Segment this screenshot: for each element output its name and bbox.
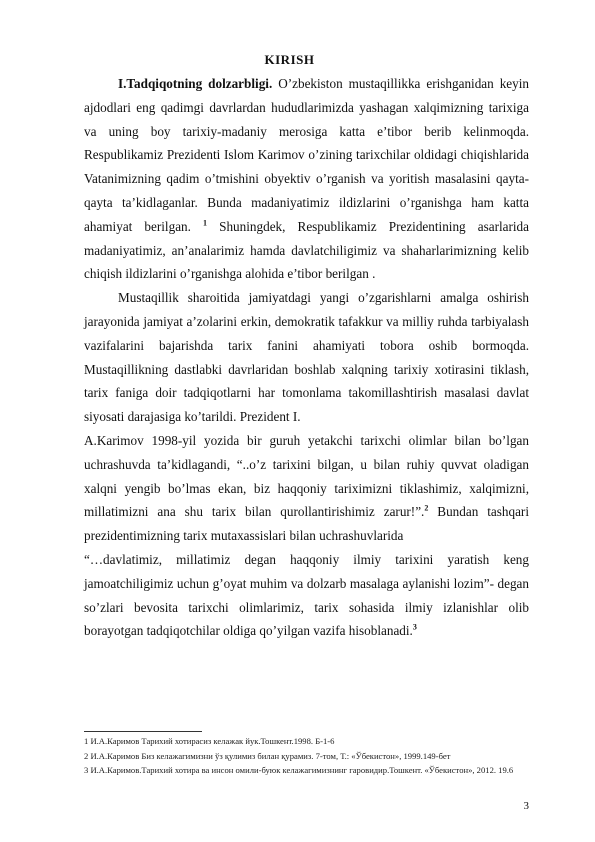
paragraph-independence [84,286,529,429]
paragraph-relevance [84,72,529,286]
paragraph-karimov-quote [84,429,529,548]
paragraph-text-cont: Shuningdek, Respublikamiz Prezidentining asarlarida madaniyatimiz, an’analarimiz hamda davlatchiligimiz va shaharlarimizning kelib chiqish ildizlarini o’rganishga alohida e’tibor berilgan . [84,218,529,282]
paragraph-text: O’zbekiston mustaqillikka erishganidan keyin ajdodlari eng qadimgi davrlardan hududlarimizda yashagan xalqimizning tarixiga va uning boy tarixiy-madaniy merosiga katta e’tibor berib kelinmoqda. Respublikamiz Prezidenti Islom Karimov o’zining tarixchilar oldidagi chiqishlarida Vatanimizning qadim o’tmishini obyektiv o’rganish va yoritish masalasini qayta-qayta ta’kidlaganlar. Bunda madaniyatimiz ildizlarini o’rganishga ham katta ahamiyat berilgan. [84,76,529,234]
footnote-ref-3: 3 [412,622,417,632]
page-title [0,52,595,68]
paragraph-text: Mustaqillik sharoitida jamiyatdagi yangi o’zgarishlarni amalga oshirish jarayonida jamiyat a’zolarini erkin, demokratik tafakkur va milliy ruhda tarbiyalash vazifalarini bajarishda tarix fanini ahamiyati tobora oshib bormoqda. Mustaqillikning dastlabki davrlaridan boshlab xalqning tarixiy xotirasini tiklash, tarix faniga doir tadqiqotlarni har tomonlama takomillashtirish masalasi davlat siyosati darajasiga ko’tarildi. Prezident I. [84,290,529,425]
footnote-divider [84,731,202,732]
section-lead: I.Tadqiqotning dolzarbligi. [118,76,273,91]
footnote-1: 1 И.А.Каримов Тарихий хотирасиз келажак йук.Тошкент.1998. Б-1-6 [84,736,335,746]
footnotes [84,734,529,778]
paragraph-task [84,548,529,643]
paragraph-text-cont: Bundan tashqari prezidentimizning tarix mutaxassislari bilan uchrashuvlarida [84,504,529,544]
paragraph-text: A.Karimov 1998-yil yozida bir guruh yetakchi tarixchi olimlar bilan bo’lgan uchrashuvda ta’kidlagandi, “..o’z tarixini bilgan, u bilan ruhiy quvvat oladigan xalqni yengib bo’lmas ekan, biz haqqoniy tariximizni tiklashimiz, xalqimizni, millatimizni ana shu tarix bilan qurollantirishimiz zarur!”. [84,432,529,520]
paragraph-text: “…davlatimiz, millatimiz degan haqqoniy ilmiy tarixini yaratish keng jamoatchiligimiz uchun g’oyat muhim va dolzarb masalaga aylanishi lozim”- degan so’zlari bevosita tarixchi olimlarimiz, tarix sohasida ilmiy izlanishlar olib borayotgan tadqiqotchilar oldiga qo’yilgan vazifa hisoblanadi. [84,551,529,639]
footnote-2: 2 И.А.Каримов Биз келажагимизни ўз қулимиз билан қурамиз. 7-том, Т.: «Ўбекистон», 1999.149-бет [84,750,451,761]
page-number: 3 [523,800,529,812]
footnote-3: 3 И.А.Каримов.Тарихий хотира ва инсон омили-буюк келажагимизнинг гаровидир.Тошкент. «Ўбекистон», 2012. 19.6 [84,765,514,775]
footnote-ref-2: 2 [424,503,429,513]
footnote-ref-1: 1 [203,218,208,228]
title-text: KIRISH [264,52,315,67]
main-text [84,72,529,643]
